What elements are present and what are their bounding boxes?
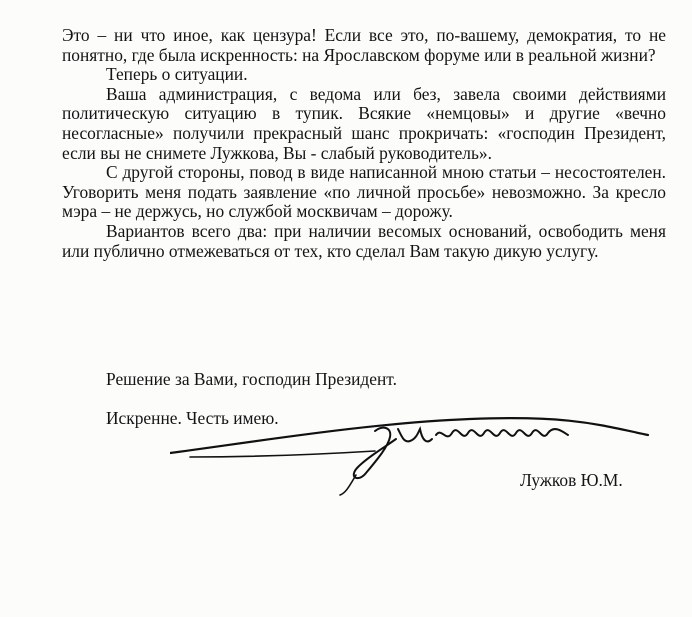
- closing-honor: Искренне. Честь имею.: [106, 408, 279, 428]
- paragraph-situation-heading: Теперь о ситуации.: [106, 64, 248, 85]
- paragraph-options: Вариантов всего два: при наличии весомых оснований, освободить меня или публично отмежеваться от тех, кто сделал Вам такую дикую услугу.: [62, 220, 666, 261]
- signatory-name: Лужков Ю.М.: [520, 470, 623, 490]
- paragraph-administration: Ваша администрация, с ведома или без, завела своими действиями политическую ситуацию в тупик. Всякие «немцовы» и другие «вечно несогласные» получили прекрасный шанс прокричать: «господин Президент, если вы не снимете Лужкова, Вы - слабый руководитель».: [62, 83, 666, 163]
- closing-decision: Решение за Вами, господин Президент.: [106, 369, 397, 389]
- paragraph-censorship: Это – ни что иное, как цензура! Если все это, по-вашему, демократия, то не понятно, где была искренность: на Ярославском форуме или в реальной жизни?: [62, 25, 666, 65]
- paragraph-other-side: С другой стороны, повод в виде написанной мною статьи – несостоятелен. Уговорить меня подать заявление «по личной просьбе» невозможно. За кресло мэра – не держусь, но службой москвичам – дорожу.: [62, 162, 666, 222]
- letter-body: [62, 26, 666, 261]
